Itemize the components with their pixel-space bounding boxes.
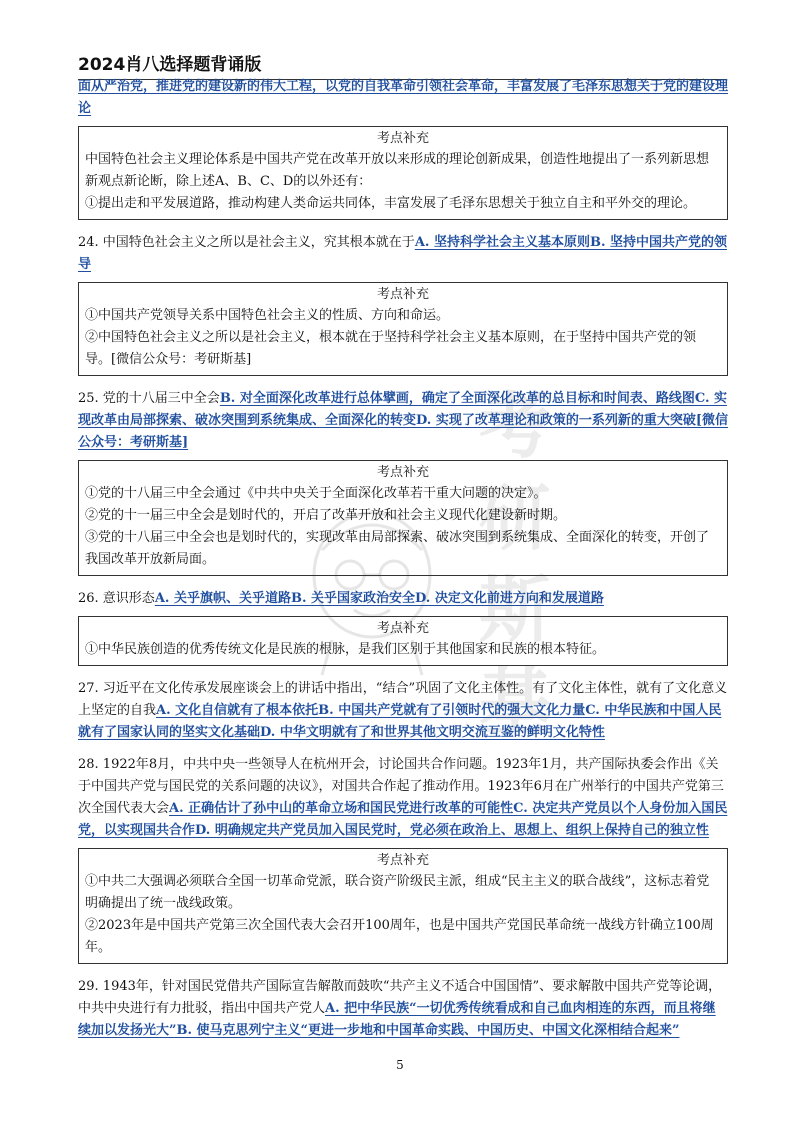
question-answer: A. 把中华民族“一切优秀传统看成和自己血肉相连的东西，而且将继续加以发扬光大”B. 使马克思列宁主义“更进一步地和中国革命实践、中国历史、中国文化深相结合起来” xyxy=(78,1001,716,1038)
note-box-title: 考点补充 xyxy=(376,621,429,636)
note-box-title: 考点补充 xyxy=(376,287,429,302)
note-box-intro xyxy=(78,126,728,220)
question-27 xyxy=(78,678,728,744)
question-answer: A. 文化自信就有了根本依托B. 中国共产党就有了引领时代的强大文化力量C. 中华民族和中国人民就有了国家认同的坚实文化基础D. 中华文明就有了和世界其他文明交流互鉴的鲜明文化特性 xyxy=(78,703,722,740)
note-line: ②中国特色社会主义之所以是社会主义，根本就在于坚持科学社会主义基本原则，在于坚持中国共产党的领导。[微信公众号：考研斯基] xyxy=(85,330,697,367)
question-26 xyxy=(78,588,728,610)
question-stem: 27. 习近平在文化传承发展座谈会上的讲话中指出，“结合”巩固了文化主体性。有了文化主体性，就有了文化意义上坚定的自我 xyxy=(78,681,728,718)
question-stem: 24. 中国特色社会主义之所以是社会主义，究其根本就在于 xyxy=(78,235,415,250)
note-line: ①中共二大强调必须联合全国一切革命党派，联合资产阶级民主派，组成“民主主义的联合战线”，这标志着党明确提出了统一战线政策。 xyxy=(85,874,710,911)
question-29 xyxy=(78,976,728,1042)
question-stem: 28. 1922年8月，中共中央一些领导人在杭州开会，讨论国共合作问题。1923年1月，共产国际执委会作出《关于中国共产党与国民党的关系问题的决议》，对国共合作起了推动作用。1923年6月在广州举行的中国共产党第三次全国代表大会 xyxy=(78,757,724,816)
question-answer: B. 对全面深化改革进行总体擘画，确定了全面深化改革的总目标和时间表、路线图C. 实现改革由局部探索、破冰突围到系统集成、全面深化的转变D. 实现了改革理论和政策的一系列新的重大突破[微信公众号：考研斯基] xyxy=(78,391,729,450)
page-content xyxy=(78,76,728,1042)
note-box-28 xyxy=(78,848,728,964)
question-24 xyxy=(78,232,728,276)
watermark-text: 考 研 斯 基 xyxy=(478,384,551,744)
note-box-title: 考点补充 xyxy=(376,465,429,480)
note-line: ①党的十八届三中全会通过《中共中央关于全面深化改革若干重大问题的决定》。 xyxy=(85,486,547,501)
page-number: 5 xyxy=(396,1058,404,1072)
note-box-title: 考点补充 xyxy=(376,853,429,868)
document-title: 2024肖八选择题背诵版 xyxy=(78,55,262,75)
question-stem: 25. 党的十八届三中全会 xyxy=(78,391,220,406)
note-box-26 xyxy=(78,616,728,666)
question-answer: A. 关乎旗帜、关乎道路B. 关乎国家政治安全D. 决定文化前进方向和发展道路 xyxy=(154,591,604,606)
note-box-25 xyxy=(78,460,728,576)
note-box-title: 考点补充 xyxy=(376,131,429,146)
question-stem: 29. 1943年，针对国民党借共产国际宣告解散而鼓吹“共产主义不适合中国国情”、要求解散中国共产党等论调，中共中央进行有力批驳，指出中国共产党人 xyxy=(78,979,722,1016)
note-line: ③党的十八届三中全会也是划时代的，实现改革由局部探索、破冰突围到系统集成、全面深化的转变，开创了我国改革开放新局面。 xyxy=(85,530,710,567)
note-line: ①提出走和平发展道路，推动构建人类命运共同体，丰富发展了毛泽东思想关于独立自主和平外交的理论。 xyxy=(85,196,697,211)
question-answer: A. 坚持科学社会主义基本原则B. 坚持中国共产党的领导 xyxy=(78,235,727,272)
question-answer: A. 正确估计了孙中山的革命立场和国民党进行改革的可能性C. 决定共产党员以个人身份加入国民党，以实现国共合作D. 明确规定共产党员加入国民党时，党必须在政治上、思想上、组织上保持自己的独立性 xyxy=(78,801,728,838)
question-stem: 26. 意识形态 xyxy=(78,591,155,606)
note-line: ①中国共产党领导关系中国特色社会主义的性质、方向和命运。 xyxy=(85,308,450,323)
question-25 xyxy=(78,388,728,454)
question-28 xyxy=(78,754,728,842)
note-box-24 xyxy=(78,282,728,376)
note-line: ②党的十一届三中全会是划时代的，开启了改革开放和社会主义现代化建设新时期。 xyxy=(85,508,567,523)
intro-answer: 面从严治党，推进党的建设新的伟大工程，以党的自我革命引领社会革命，丰富发展了毛泽东思想关于党的建设理论 xyxy=(78,79,729,116)
note-line: ①中华民族创造的优秀传统文化是民族的根脉，是我们区别于其他国家和民族的根本特征。 xyxy=(85,642,606,657)
note-line: ②2023年是中国共产党第三次全国代表大会召开100周年，也是中国共产党国民革命统一战线方针确立100周年。 xyxy=(85,918,714,955)
note-line: 中国特色社会主义理论体系是中国共产党在改革开放以来形成的理论创新成果，创造性地提出了一系列新思想新观点新论断，除上述A、B、C、D的以外还有： xyxy=(85,152,710,189)
